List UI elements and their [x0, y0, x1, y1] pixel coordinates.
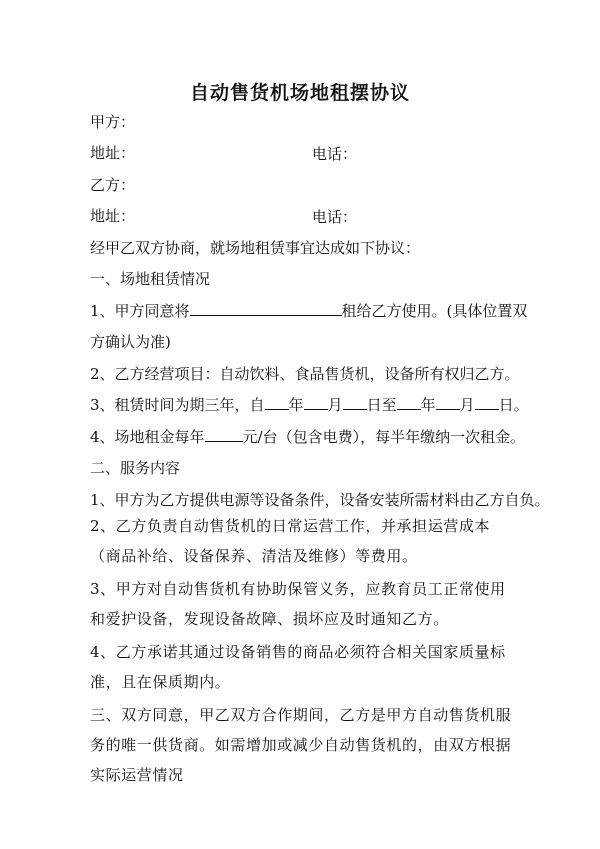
- end-month-blank: [436, 395, 460, 410]
- party-a-phone-label: 电话：: [312, 145, 358, 163]
- end-month-label: 月: [459, 396, 475, 414]
- clause-1-3: [90, 395, 529, 415]
- party-b-address-label: 地址：: [90, 207, 136, 225]
- clause-2-4: 4、乙方承诺其通过设备销售的商品必须符合相关国家质量标准，且在保质期内。: [90, 643, 506, 691]
- clause-2-3: 3、甲方对自动售货机有协助保管义务，应教育员工正常使用和爱护设备，发现设备故障、损坏应及时通知乙方。: [90, 580, 506, 628]
- party-b-phone-label: 电话：: [312, 208, 358, 226]
- end-day-blank: [475, 395, 499, 410]
- intro-paragraph: 经甲乙双方协商，就场地租赁事宜达成如下协议：: [90, 239, 421, 257]
- clause-2-1: 1、甲方为乙方提供电源等设备条件，设备安装所需材料由乙方自负。: [90, 491, 550, 509]
- party-b-label: 乙方：: [90, 176, 136, 194]
- clause-1-3-prefix: 3、租赁时间为期三年，自: [90, 396, 265, 414]
- start-year-blank: [265, 395, 289, 410]
- party-a-label: 甲方：: [90, 113, 136, 131]
- clause-1-1-continued: 方确认为准): [90, 333, 171, 351]
- start-day-label: 日至: [366, 396, 397, 414]
- end-year-label: 年: [420, 396, 436, 414]
- clause-1-1: [90, 301, 527, 321]
- clause-1-1-prefix: 1、甲方同意将: [90, 302, 190, 320]
- section3-paragraph: 三、双方同意，甲乙双方合作期间，乙方是甲方自动售货机服务的唯一供货商。如需增加或减少自动售货机的，由双方根据实际运营情况: [90, 706, 512, 784]
- rent-amount-blank: [205, 427, 243, 442]
- start-day-blank: [343, 395, 367, 410]
- location-blank: [190, 301, 342, 316]
- clause-1-4: [90, 427, 525, 447]
- document-title: 自动售货机场地租摆协议: [189, 82, 410, 104]
- clause-1-1-suffix: 租给乙方使用。(具体位置双: [341, 302, 528, 320]
- start-month-blank: [304, 395, 328, 410]
- end-year-blank: [397, 395, 421, 410]
- start-month-label: 月: [327, 396, 343, 414]
- section1-heading: 一、场地租赁情况: [90, 270, 211, 288]
- clause-1-4-suffix: 元/台（包含电费），每半年缴纳一次租金。: [242, 428, 526, 446]
- end-day-label: 日。: [498, 396, 529, 414]
- clause-1-4-prefix: 4、场地租金每年: [90, 428, 205, 446]
- section2-heading: 二、服务内容: [90, 459, 181, 477]
- clause-2-2: 2、乙方负责自动售货机的日常运营工作，并承担运营成本（商品补给、设备保养、清洁及维修）等费用。: [90, 517, 491, 565]
- clause-1-2: 2、乙方经营项目：自动饮料、食品售货机，设备所有权归乙方。: [90, 365, 520, 383]
- start-year-label: 年: [288, 396, 304, 414]
- party-a-address-label: 地址：: [90, 144, 136, 162]
